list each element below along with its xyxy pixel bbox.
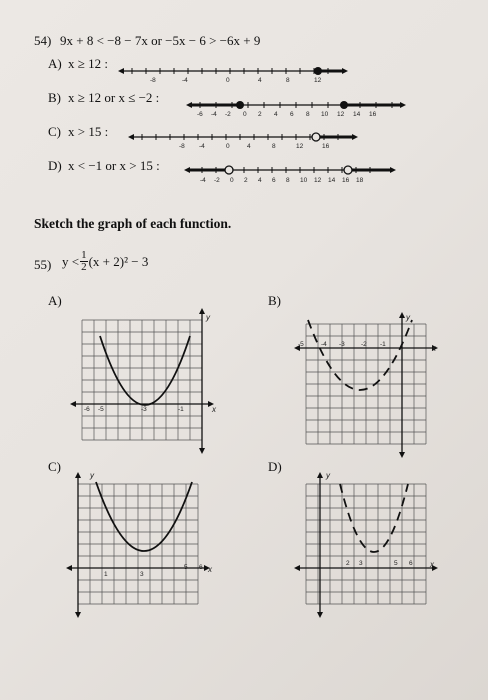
q54-number-line-a bbox=[118, 64, 350, 78]
q54-choice-b-letter[interactable]: B) bbox=[48, 90, 61, 105]
q54-c-tick: 4 bbox=[247, 143, 251, 150]
q54-c-tick: 16 bbox=[322, 143, 330, 150]
q54-b-tick: 14 bbox=[353, 111, 361, 118]
q54-choice-a-text: x ≥ 12 : bbox=[68, 56, 108, 71]
graph-a-tick: -1 bbox=[178, 406, 184, 413]
section-instruction: Sketch the graph of each function. bbox=[34, 216, 232, 231]
q54-choice-b-text: x ≥ 12 or x ≤ −2 : bbox=[68, 90, 160, 105]
q54-d-tick: 14 bbox=[328, 177, 336, 184]
q54-c-tick: 0 bbox=[226, 143, 230, 150]
q54-d-tick: 8 bbox=[286, 177, 290, 184]
q54-b-tick: 12 bbox=[337, 111, 345, 118]
q54-c-tick: -8 bbox=[179, 143, 185, 150]
q54-b-tick: -6 bbox=[197, 111, 203, 118]
graph-c-y-label: y bbox=[90, 471, 94, 480]
q54-a-tick: 0 bbox=[226, 77, 230, 84]
q54-b-tick: 4 bbox=[274, 111, 278, 118]
q54-c-tick: 12 bbox=[296, 143, 304, 150]
q55-choice-d-letter[interactable]: D) bbox=[268, 459, 282, 474]
graph-a-tick: -3 bbox=[141, 406, 147, 413]
q54-choice-c-letter[interactable]: C) bbox=[48, 124, 61, 139]
q54-d-tick: 2 bbox=[244, 177, 248, 184]
graph-b-tick: -1 bbox=[380, 341, 386, 348]
graph-a-y-label: y bbox=[206, 313, 210, 322]
q54-b-tick: 2 bbox=[258, 111, 262, 118]
q54-d-tick: 16 bbox=[342, 177, 350, 184]
graph-a-tick: -5 bbox=[98, 406, 104, 413]
graph-d-tick: 2 bbox=[346, 560, 350, 567]
q54-a-tick: 4 bbox=[258, 77, 262, 84]
q54-b-tick: -4 bbox=[211, 111, 217, 118]
q54-expression: 9x + 8 < −8 − 7x or −5x − 6 > −6x + 9 bbox=[60, 33, 261, 48]
q54-c-tick: 8 bbox=[272, 143, 276, 150]
q54-d-tick: 0 bbox=[230, 177, 234, 184]
q54-b-tick: 0 bbox=[243, 111, 247, 118]
q54-c-tick: -4 bbox=[199, 143, 205, 150]
q55-fraction bbox=[80, 250, 88, 273]
q54-number-line-c bbox=[128, 130, 360, 144]
graph-b-tick: -2 bbox=[361, 341, 367, 348]
q54-d-tick: 12 bbox=[314, 177, 322, 184]
q54-d-tick: 10 bbox=[300, 177, 308, 184]
graph-d-y-label: y bbox=[326, 471, 330, 480]
q54-number-line-d bbox=[184, 163, 398, 177]
graph-d-tick: 5 bbox=[394, 560, 398, 567]
q54-b-tick: -2 bbox=[225, 111, 231, 118]
q54-choice-a-letter[interactable]: A) bbox=[48, 56, 62, 71]
graph-d[interactable] bbox=[294, 470, 444, 620]
q54-b-tick: 8 bbox=[306, 111, 310, 118]
graph-b-tick: -5 bbox=[298, 341, 304, 348]
graph-a-tick: -6 bbox=[84, 406, 90, 413]
graph-d-x-label: x bbox=[430, 560, 434, 569]
graph-a[interactable] bbox=[70, 306, 220, 456]
graph-c[interactable] bbox=[66, 470, 216, 620]
q54-b-tick: 10 bbox=[321, 111, 329, 118]
q54-d-tick: -4 bbox=[200, 177, 206, 184]
graph-c-x-label: x bbox=[208, 565, 212, 574]
graph-d-tick: 6 bbox=[409, 560, 413, 567]
q54-d-tick: 18 bbox=[356, 177, 364, 184]
q54-d-tick: -2 bbox=[214, 177, 220, 184]
q55-lhs: y < bbox=[62, 253, 80, 269]
graph-b-x-label: x bbox=[432, 344, 436, 353]
graph-b-tick: -4 bbox=[321, 341, 327, 348]
q54-a-tick: -8 bbox=[150, 77, 156, 84]
graph-d-tick: 3 bbox=[359, 560, 363, 567]
q55-number: 55) bbox=[34, 257, 52, 272]
q54-number-line-b bbox=[186, 98, 408, 112]
q54-b-tick: 16 bbox=[369, 111, 377, 118]
q55-choice-c-letter[interactable]: C) bbox=[48, 459, 61, 474]
q55-frac-num: 1 bbox=[81, 249, 87, 261]
q54-a-tick: 12 bbox=[314, 77, 322, 84]
graph-b-tick: -3 bbox=[339, 341, 345, 348]
graph-c-tick: 3 bbox=[140, 571, 144, 578]
q55-choice-b-letter[interactable]: B) bbox=[268, 293, 281, 308]
q55-rhs: (x + 2)² − 3 bbox=[88, 253, 149, 269]
q54-choice-c-text: x > 15 : bbox=[68, 124, 109, 139]
q54-b-tick: 6 bbox=[290, 111, 294, 118]
graph-b[interactable] bbox=[294, 310, 444, 460]
q54-number: 54) bbox=[34, 33, 52, 48]
q54-choice-d-letter[interactable]: D) bbox=[48, 158, 62, 173]
graph-c-tick: 5 bbox=[184, 564, 188, 571]
q54-d-tick: 4 bbox=[258, 177, 262, 184]
q54-a-tick: 8 bbox=[286, 77, 290, 84]
graph-a-x-label: x bbox=[212, 405, 216, 414]
graph-c-tick: 6 bbox=[199, 564, 203, 571]
q54-choice-d-text: x < −1 or x > 15 : bbox=[68, 158, 160, 173]
q54-a-tick: -4 bbox=[182, 77, 188, 84]
graph-c-tick: 1 bbox=[104, 571, 108, 578]
q54-d-tick: 6 bbox=[272, 177, 276, 184]
q55-choice-a-letter[interactable]: A) bbox=[48, 293, 62, 308]
graph-b-y-label: y bbox=[406, 313, 410, 322]
q55-frac-den: 2 bbox=[81, 261, 87, 273]
q55-equation bbox=[62, 250, 148, 273]
